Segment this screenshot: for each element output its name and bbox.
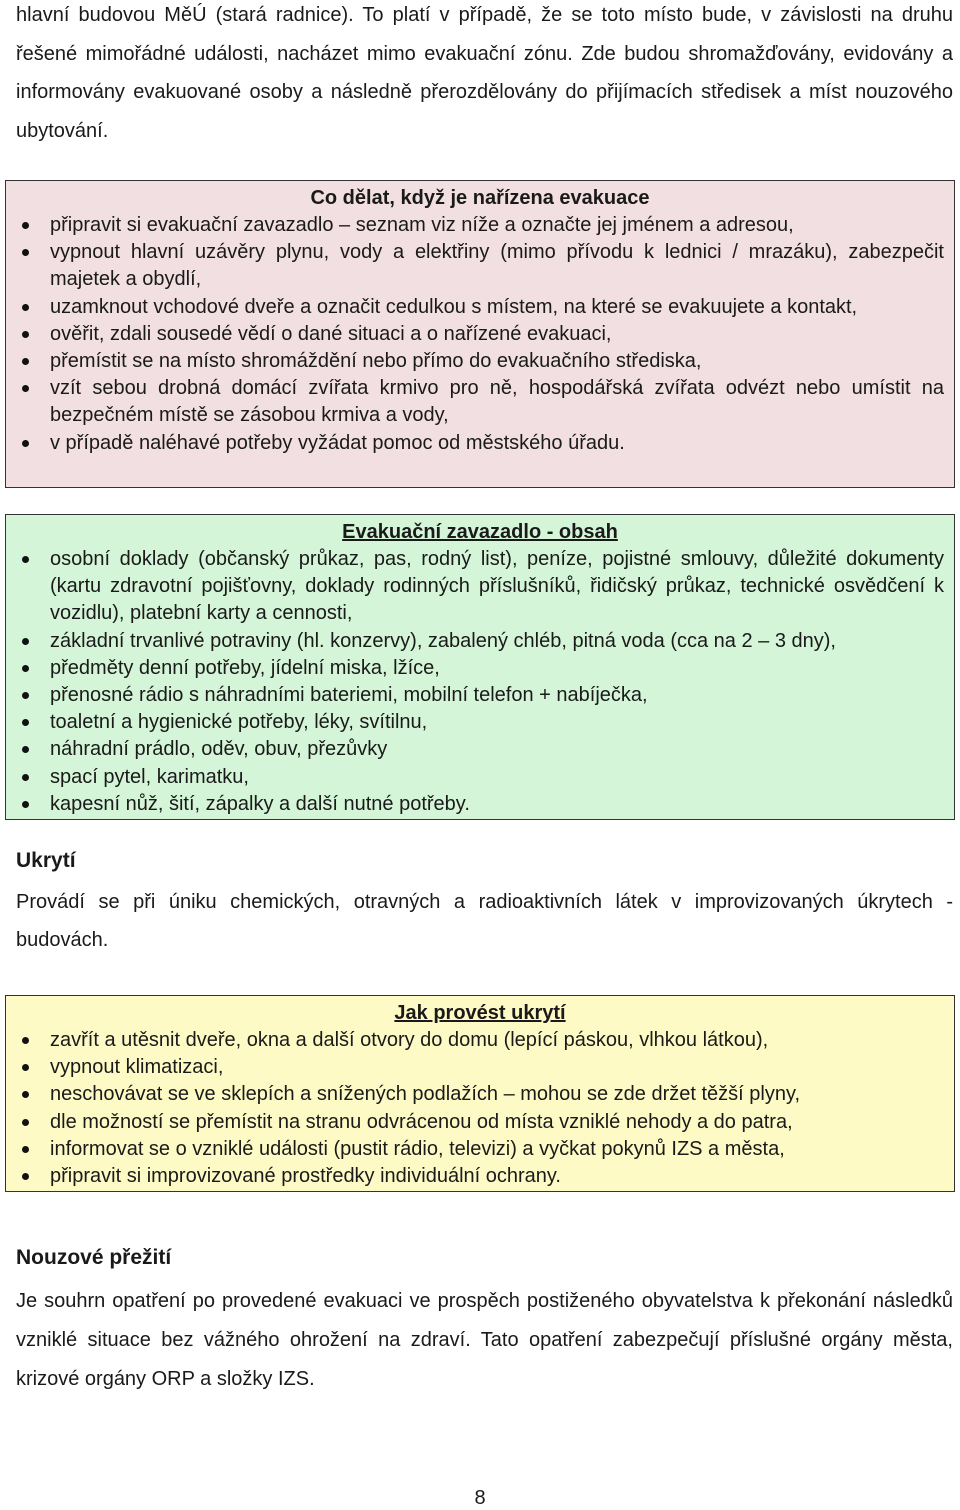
bullet-icon [22, 638, 29, 645]
list-item: spací pytel, karimatku, [16, 764, 944, 791]
section-heading-nouzove-preziti: Nouzové přežití [16, 1246, 172, 1269]
list-item: ověřit, zdali sousedé vědí o dané situaci a o nařízené evakuaci, [16, 321, 944, 348]
luggage-box-title: Evakuační zavazadlo - obsah [342, 521, 618, 543]
bullet-icon [22, 1173, 29, 1180]
bullet-icon [22, 385, 29, 392]
ukryti-paragraph: Provádí se při úniku chemických, otravných a radioaktivních látek v improvizovaných úkrytech - budovách. [16, 891, 953, 951]
page-number: 8 [474, 1487, 486, 1509]
list-item: informovat se o vzniklé události (pustit rádio, televizi) a vyčkat pokynů IZS a města, [16, 1136, 944, 1163]
list-item: v případě naléhavé potřeby vyžádat pomoc od městského úřadu. [16, 430, 944, 457]
list-item: přemístit se na místo shromáždění nebo přímo do evakuačního střediska, [16, 348, 944, 375]
list-item: toaletní a hygienické potřeby, léky, svítilnu, [16, 709, 944, 736]
list-item: připravit si evakuační zavazadlo – seznam viz níže a označte jej jménem a adresou, [16, 212, 944, 239]
bullet-icon [22, 1091, 29, 1098]
bullet-icon [22, 719, 29, 726]
bullet-icon [22, 304, 29, 311]
luggage-contents-box [5, 514, 955, 820]
bullet-icon [22, 692, 29, 699]
bullet-icon [22, 746, 29, 753]
list-item: přenosné rádio s náhradními bateriemi, mobilní telefon + nabíječka, [16, 682, 944, 709]
bullet-icon [22, 1064, 29, 1071]
bullet-icon [22, 1037, 29, 1044]
bullet-icon [22, 440, 29, 447]
list-item: uzamknout vchodové dveře a označit cedulkou s místem, na které se evakuujete a kontakt, [16, 294, 944, 321]
bullet-icon [22, 1119, 29, 1126]
bullet-icon [22, 222, 29, 229]
nouzove-preziti-paragraph: Je souhrn opatření po provedené evakuaci ve prospěch postiženého obyvatelstva k překonání následků vzniklé situace bez vážného ohrožení na zdraví. Tato opatření zabezpečují příslušné orgány města, krizové orgány ORP a složky IZS. [16, 1290, 953, 1390]
list-item: osobní doklady (občanský průkaz, pas, rodný list), peníze, pojistné smlouvy, důležité dokumenty (kartu zdravotní pojišťovny, doklady rodinných příslušníků, řidičský průkaz, technické osvědčení k vozidlu), platební karty a cennosti, [16, 546, 944, 628]
list-item: vypnout klimatizaci, [16, 1054, 944, 1081]
evacuation-box-title: Co dělat, když je nařízena evakuace [310, 187, 650, 209]
list-item: předměty denní potřeby, jídelní miska, lžíce, [16, 655, 944, 682]
list-item: neschovávat se ve sklepích a snížených podlažích – mohou se zde držet těžší plyny, [16, 1081, 944, 1108]
shelter-box-title: Jak provést ukrytí [394, 1002, 566, 1024]
shelter-instructions-box [5, 995, 955, 1192]
section-heading-ukryti: Ukrytí [16, 849, 76, 872]
shelter-list [16, 1027, 944, 1190]
bullet-icon [22, 801, 29, 808]
bullet-icon [22, 556, 29, 563]
list-item: zavřít a utěsnit dveře, okna a další otvory do domu (lepící páskou, vlhkou látkou), [16, 1027, 944, 1054]
evacuation-list [16, 212, 944, 457]
bullet-icon [22, 331, 29, 338]
bullet-icon [22, 774, 29, 781]
list-item: vzít sebou drobná domácí zvířata krmivo pro ně, hospodářská zvířata odvézt nebo umístit na bezpečném místě se zásobou krmiva a vody, [16, 375, 944, 429]
bullet-icon [22, 249, 29, 256]
bullet-icon [22, 665, 29, 672]
evacuation-instructions-box [5, 180, 955, 488]
list-item: náhradní prádlo, oděv, obuv, přezůvky [16, 736, 944, 763]
bullet-icon [22, 358, 29, 365]
list-item: kapesní nůž, šití, zápalky a další nutné potřeby. [16, 791, 944, 818]
intro-paragraph: hlavní budovou MěÚ (stará radnice). To platí v případě, že se toto místo bude, v závislosti na druhu řešené mimořádné události, nacházet mimo evakuační zónu. Zde budou shromažďovány, evidovány a informovány evakuované osoby a následně přerozdělovány do přijímacích středisek a míst nouzového ubytování. [16, 4, 953, 142]
list-item: vypnout hlavní uzávěry plynu, vody a elektřiny (mimo přívodu k lednici / mrazáku), zabezpečit majetek a obydlí, [16, 239, 944, 293]
list-item: dle možností se přemístit na stranu odvrácenou od místa vzniklé nehody a do patra, [16, 1109, 944, 1136]
list-item: základní trvanlivé potraviny (hl. konzervy), zabalený chléb, pitná voda (cca na 2 – 3 dny), [16, 628, 944, 655]
list-item: připravit si improvizované prostředky individuální ochrany. [16, 1163, 944, 1190]
bullet-icon [22, 1146, 29, 1153]
luggage-list [16, 546, 944, 818]
